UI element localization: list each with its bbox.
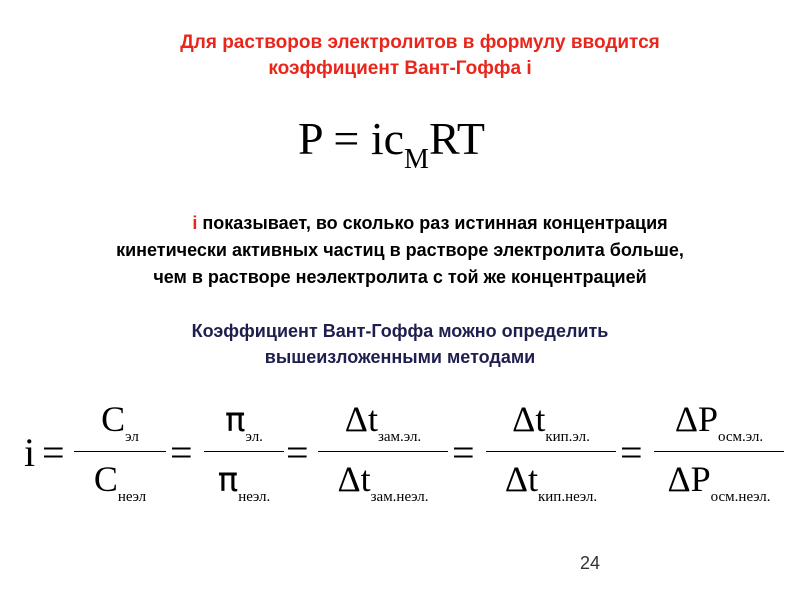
fraction-bar [654, 451, 784, 452]
heading-line-2: коэффициент Вант-Гоффа i [268, 58, 532, 79]
fraction-bar [204, 451, 284, 452]
formula-equals: = [333, 113, 360, 164]
page-number: 24 [579, 553, 600, 573]
equation-equals: = [286, 430, 309, 475]
paragraph-line-3: чем в растворе неэлектролита с той же концентрацией [153, 267, 647, 287]
equation-equals: = [452, 430, 475, 475]
formula-rhs-main: ic [370, 113, 405, 164]
paragraph-line-1: i показывает, во сколько раз истинная концентрация [192, 213, 668, 233]
formula-rhs-subscript: M [404, 144, 429, 175]
slide-heading [0, 30, 800, 82]
definition-paragraph [0, 210, 800, 291]
formula-rhs-tail: RT [428, 113, 485, 164]
heading-line-1: Для растворов электролитов в формулу вводится [180, 32, 660, 53]
osmotic-pressure-formula [298, 112, 485, 175]
note-line-2: вышеизложенными методами [264, 347, 536, 367]
methods-note [0, 318, 800, 370]
formula-lhs: P [298, 113, 322, 164]
paragraph-term: i [192, 213, 198, 233]
equation-equals: = [42, 430, 65, 475]
note-line-1: Коэффициент Вант-Гоффа можно определить [191, 321, 609, 341]
equation-lhs: i [24, 430, 36, 475]
paragraph-line-2: кинетически активных частиц в растворе электролита больше, [116, 240, 684, 260]
fraction-bar [486, 451, 616, 452]
fraction-bar [74, 451, 166, 452]
fraction-bar [318, 451, 448, 452]
equation-equals: = [170, 430, 193, 475]
equation-equals: = [620, 430, 643, 475]
